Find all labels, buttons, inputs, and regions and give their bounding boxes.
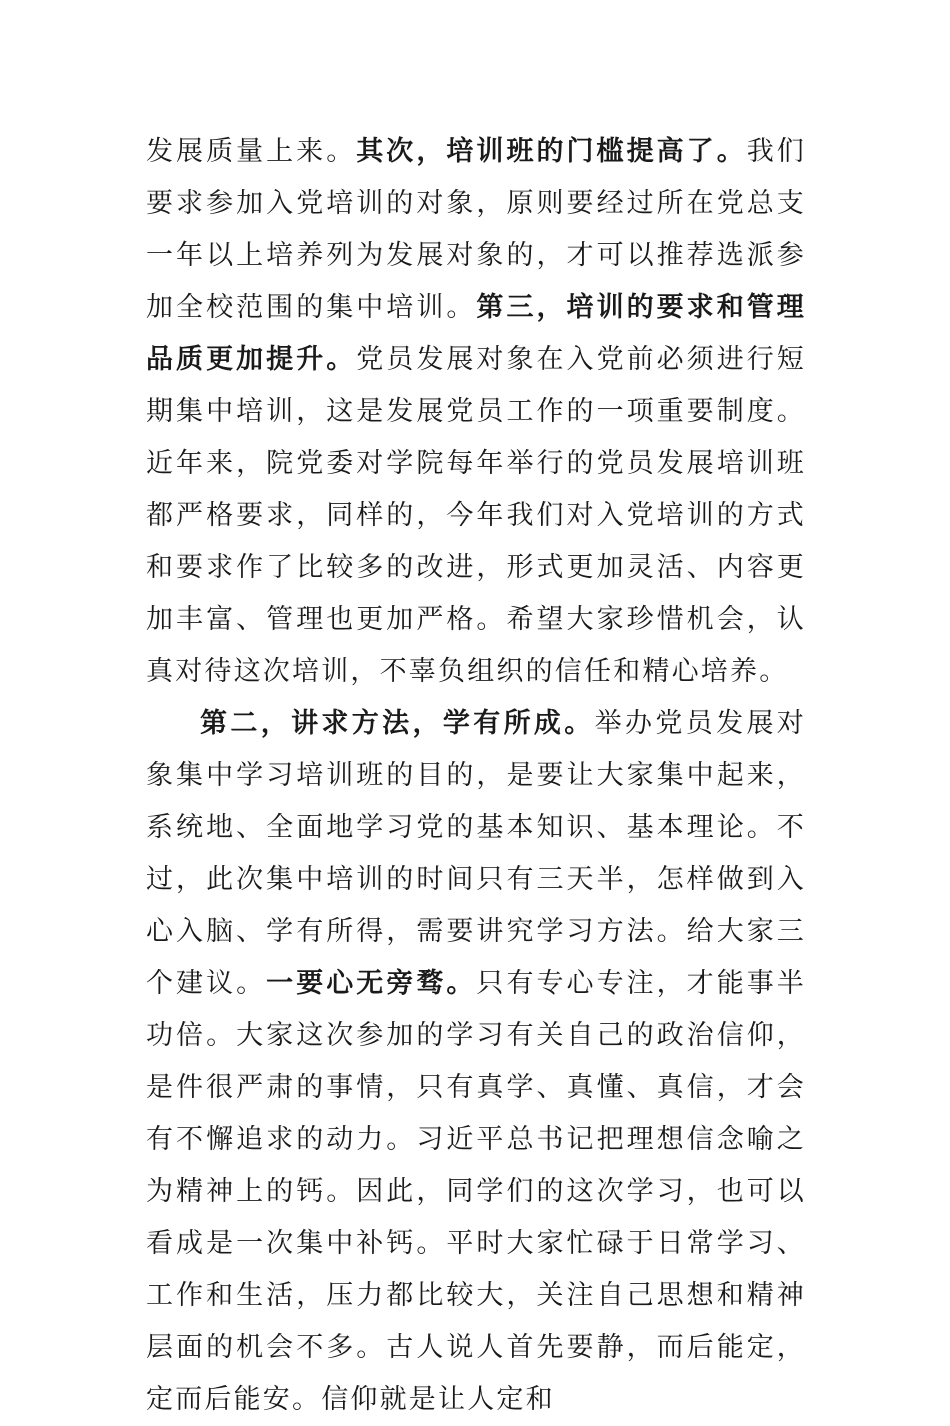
body-text: [146, 126, 806, 1426]
bold-suggestion-one: 一要心无旁骛。: [266, 968, 477, 999]
bold-heading-second: 其次，培训班的门槛提高了。: [356, 136, 747, 167]
text-run: 只有专心专注，才能事半功倍。大家这次参加的学习有关自己的政治信仰，是件很严肃的事情，只有真学、真懂、真信，才会有不懈追求的动力。习近平总书记把理想信念喻之为精神上的钙。因此，同学们的这次学习，也可以看成是一次集中补钙。平时大家忙碌于日常学习、工作和生活，压力都比较大，关注自己思想和精神层面的机会不多。古人说人首先要静，而后能定，定而后能安。信仰就是让人定和: [146, 968, 806, 1415]
text-run: 举办党员发展对象集中学习培训班的目的，是要让大家集中起来，系统地、全面地学习党的基本知识、基本理论。不过，此次集中培训的时间只有三天半，怎样做到入心入脑、学有所得，需要讲究学习方法。给大家三个建议。: [146, 708, 806, 999]
text-run: 我们要求参加入党培训的对象，原则要经过所在党总支一年以上培养列为发展对象的，才可以推荐选派参加全校范围的集中培训。: [146, 136, 806, 323]
bold-heading-third: 第三，培训的要求和管理品质更加提升。: [146, 292, 806, 375]
text-run: 党员发展对象在入党前必须进行短期集中培训，这是发展党员工作的一项重要制度。近年来，院党委对学院每年举行的党员发展培训班都严格要求，同样的，今年我们对入党培训的方式和要求作了比较多的改进，形式更加灵活、内容更加丰富、管理也更加严格。希望大家珍惜机会，认真对待这次培训，不辜负组织的信任和精心培养。: [146, 344, 806, 687]
text-run: 发展质量上来。: [146, 136, 357, 167]
bold-section-heading: 第二，讲求方法，学有所成。: [200, 708, 595, 739]
paragraph-method: [146, 698, 806, 1426]
paragraph-continued: [146, 126, 806, 698]
